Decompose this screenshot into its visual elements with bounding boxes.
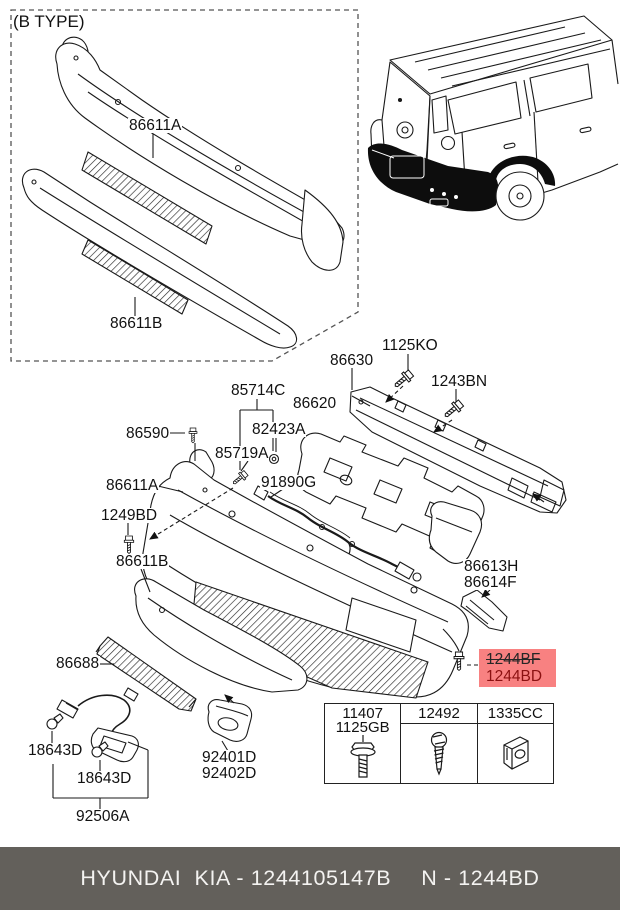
part-callout-1243bn[interactable]: 1243BN xyxy=(431,373,488,390)
part-callout-86590[interactable]: 86590 xyxy=(126,425,170,442)
part-callout-86620[interactable]: 86620 xyxy=(293,395,337,412)
part-callout-82423a[interactable]: 82423A xyxy=(252,421,306,438)
part-callout-86611a-btype[interactable]: 86611A xyxy=(129,117,182,134)
part-callout-92402d[interactable]: 92402D xyxy=(202,764,257,782)
fastener-label-1125gb: 1125GB xyxy=(335,719,390,736)
fastener-label-12492: 12492 xyxy=(401,704,476,724)
fastener-cell-1335cc xyxy=(477,704,553,783)
superseded-part-number: 1244BF xyxy=(486,651,541,668)
part-callout-92401d[interactable]: 92401D xyxy=(202,749,257,766)
fastener-label-1335cc: 1335CC xyxy=(478,704,553,724)
part-callout-92506a[interactable]: 92506A xyxy=(76,808,130,825)
part-callout-86611b-btype[interactable]: 86611B xyxy=(110,315,163,332)
u-nut-clip-icon xyxy=(495,732,535,776)
footer-bar xyxy=(0,847,620,910)
part-callout-86614f[interactable]: 86614F xyxy=(464,573,517,591)
btype-box-title: (B TYPE) xyxy=(13,12,85,31)
part-callout-86688[interactable]: 86688 xyxy=(56,655,100,672)
flange-bolt-icon xyxy=(342,735,384,783)
current-part-number[interactable]: 1244BD xyxy=(486,668,543,685)
part-callout-1249bd[interactable]: 1249BD xyxy=(101,507,158,524)
part-callout-1125ko[interactable]: 1125KO xyxy=(382,337,438,354)
part-callout-18643d-b[interactable]: 18643D xyxy=(77,770,132,787)
tapping-screw-icon xyxy=(419,731,459,777)
fastener-cell-11407 xyxy=(325,704,400,783)
vehicle-illustration xyxy=(368,16,618,220)
fastener-table xyxy=(324,703,554,784)
footer-ref-part-number: N - 1244BD xyxy=(421,866,540,890)
fastener-cell-12492 xyxy=(400,704,476,783)
part-callout-86613h[interactable]: 86613H xyxy=(464,558,519,575)
part-callout-86630[interactable]: 86630 xyxy=(330,352,374,369)
part-callout-85719a[interactable]: 85719A xyxy=(215,445,269,462)
highlighted-part-callout[interactable] xyxy=(479,649,556,687)
part-callout-92401d-92402d[interactable] xyxy=(201,750,257,781)
part-callout-86611a[interactable]: 86611A xyxy=(106,477,159,494)
part-callout-86613h-86614f[interactable] xyxy=(463,559,519,590)
license-lamp-drawing xyxy=(208,695,252,741)
fastener-label-11407: 11407 xyxy=(342,705,383,722)
part-callout-85714c[interactable]: 85714C xyxy=(231,382,286,399)
part-callout-86611b[interactable]: 86611B xyxy=(116,553,169,570)
part-callout-91890g[interactable]: 91890G xyxy=(261,474,317,491)
footer-brand-part-number: HYUNDAI KIA - 1244105147B xyxy=(80,866,392,890)
part-callout-18643d-a[interactable]: 18643D xyxy=(28,742,83,759)
